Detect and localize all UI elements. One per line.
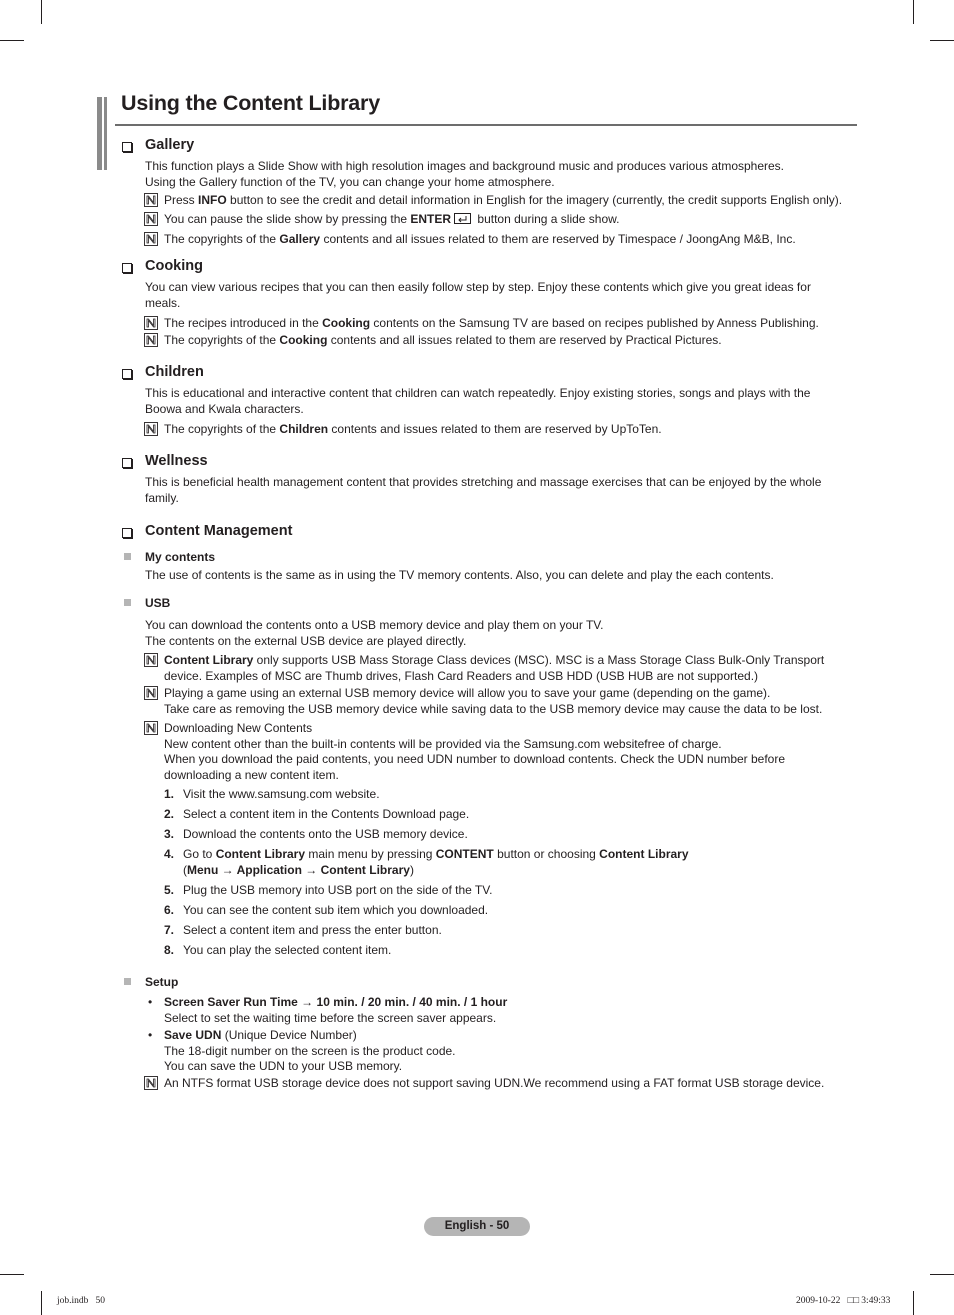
section-bullet-icon: [122, 263, 132, 273]
crop-mark: [913, 1291, 914, 1315]
setup-item-save-udn: Save UDN (Unique Device Number) The 18-digit number on the screen is the product code. You can save the UDN to your USB memory.: [164, 1028, 456, 1073]
section-heading-cooking: Cooking: [145, 258, 203, 274]
note-icon: [144, 721, 158, 735]
my-contents-text: The use of contents is the same as in using the TV memory contents. Also, you can delete and play the each contents.: [145, 568, 774, 582]
cooking-note-1: The recipes introduced in the Cooking contents on the Samsung TV are based on recipes published by Anness Publishing.: [164, 316, 819, 330]
file-info: job.indb 50: [57, 1296, 106, 1306]
gallery-note-1: Press INFO button to see the credit and detail information in English for the imagery (currently, the credit supports English only).: [164, 193, 843, 207]
section-bullet-icon: [122, 458, 132, 468]
section-heading-children: Children: [145, 364, 204, 380]
print-date: 2009-10-22 □□ 3:49:33: [796, 1296, 891, 1306]
cooking-note-2: The copyrights of the Cooking contents and all issues related to them are reserved by Practical Pictures.: [164, 333, 722, 347]
children-note-1: The copyrights of the Children contents and issues related to them are reserved by UpToTen.: [164, 422, 662, 436]
gallery-note-3: The copyrights of the Gallery contents and all issues related to them are reserved by Timespace / JoongAng M&B, Inc.: [164, 232, 796, 246]
subsection-bullet-icon: [124, 553, 131, 560]
step-text: Plug the USB memory into USB port on the side of the TV.: [183, 883, 493, 897]
bullet-dot-icon: •: [148, 1028, 153, 1042]
note-icon: [144, 333, 158, 347]
step-text: Go to Content Library main menu by pressing CONTENT button or choosing Content Library (Menu → Application → Content Library): [183, 847, 689, 877]
note-icon: [144, 316, 158, 330]
section-heading-gallery: Gallery: [145, 137, 195, 153]
enter-icon: [454, 213, 472, 224]
step-number: 3.: [164, 827, 175, 841]
setup-item-screen-saver: Screen Saver Run Time → 10 min. / 20 min. / 40 min. / 1 hour Select to set the waiting time before the screen saver appears.: [164, 995, 508, 1025]
note-icon: [144, 686, 158, 700]
subheading-my-contents: My contents: [145, 550, 216, 564]
note-icon: [144, 232, 158, 246]
step-number: 5.: [164, 883, 175, 897]
page-title: Using the Content Library: [121, 91, 380, 115]
crop-mark: [0, 40, 24, 41]
gallery-note-2: You can pause the slide show by pressing the ENTER button during a slide show.: [164, 212, 620, 226]
step-number: 6.: [164, 903, 175, 917]
crop-mark: [41, 0, 42, 24]
section-heading-wellness: Wellness: [145, 453, 208, 469]
subsection-bullet-icon: [124, 599, 131, 606]
note-icon: [144, 422, 158, 436]
step-number: 8.: [164, 943, 175, 957]
step-number: 7.: [164, 923, 175, 937]
subheading-usb: USB: [145, 596, 171, 610]
step-number: 1.: [164, 787, 175, 801]
title-rule: [115, 124, 857, 126]
wellness-text: This is beneficial health management content that provides stretching and massage exercises that can be enjoyed by the whole family.: [145, 475, 822, 505]
section-bullet-icon: [122, 528, 132, 538]
note-icon: [144, 212, 158, 226]
step-text: Visit the www.samsung.com website.: [183, 787, 380, 801]
step-text: You can see the content sub item which you downloaded.: [183, 903, 489, 917]
gallery-text: This function plays a Slide Show with high resolution images and background music and produces various atmospheres. Using the Gallery function of the TV, you can change your home atmosphere.: [145, 159, 785, 189]
usb-text: You can download the contents onto a USB memory device and play them on your TV. The contents on the external USB device are played directly.: [145, 618, 604, 648]
cooking-text: You can view various recipes that you can then easily follow step by step. Enjoy these contents which give you great ideas for meals.: [145, 280, 811, 310]
crop-mark: [41, 1291, 42, 1315]
section-bullet-icon: [122, 369, 132, 379]
usb-note-1: Content Library only supports USB Mass Storage Class devices (MSC). MSC is a Mass Storage Class Bulk-Only Transport device. Examples of MSC are Thumb drives, Flash Card Readers and USB HDD (USB HUB are not supported.): [164, 653, 825, 683]
step-text: You can play the selected content item.: [183, 943, 392, 957]
subheading-setup: Setup: [145, 975, 179, 989]
crop-mark: [930, 40, 954, 41]
step-text: Select a content item in the Contents Download page.: [183, 807, 470, 821]
note-icon: [144, 193, 158, 207]
usb-note-2: Playing a game using an external USB memory device will allow you to save your game (depending on the game). Take care as removing the USB memory device while saving data to the USB memory device may cause the data to be lost.: [164, 686, 823, 716]
step-number: 2.: [164, 807, 175, 821]
crop-mark: [930, 1274, 954, 1275]
step-text: Download the contents onto the USB memory device.: [183, 827, 468, 841]
children-text: This is educational and interactive content that children can watch repeatedly. Enjoy existing stories, songs and plays with the Boowa and Kwala characters.: [145, 386, 811, 416]
step-text: Select a content item and press the enter button.: [183, 923, 442, 937]
page-number: English - 50: [424, 1217, 530, 1236]
step-number: 4.: [164, 847, 175, 861]
section-bullet-icon: [122, 142, 132, 152]
crop-mark: [913, 0, 914, 24]
bullet-dot-icon: •: [148, 995, 153, 1009]
subsection-bullet-icon: [124, 978, 131, 985]
note-icon: [144, 1076, 158, 1090]
usb-note-3: Downloading New Contents New content other than the built-in contents will be provided via the Samsung.com websitefree of charge. When you download the paid contents, you need UDN number to download contents. Check the UDN number before downloading a new content item.: [164, 721, 786, 782]
crop-mark: [0, 1274, 24, 1275]
setup-note: An NTFS format USB storage device does not support saving UDN.We recommend using a FAT format USB storage device.: [164, 1076, 825, 1090]
note-icon: [144, 653, 158, 667]
section-heading-content-management: Content Management: [145, 523, 293, 539]
